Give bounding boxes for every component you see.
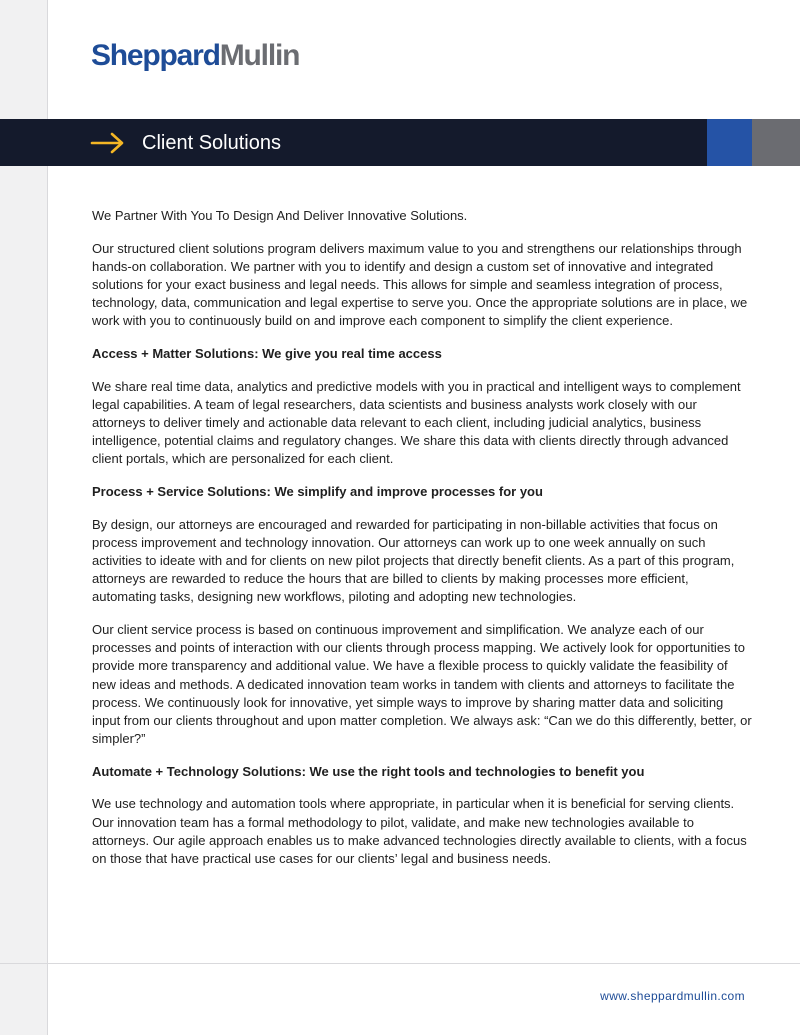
section-paragraph: We use technology and automation tools where appropriate, in particular when it is beneficial for serving clients. Our innovation team has a formal methodology to pilot, validate, and make new technologies available to attorneys. Our agile approach enables us to make advanced technologies directly available to clients, with a focus on those that have practical use cases for our clients’ legal and business needs. bbox=[92, 796, 747, 867]
section-paragraph: Our client service process is based on continuous improvement and simplification. We analyze each of our processes and points of interaction with our clients through process mapping. We actively look for opportunities to provide more transparency and additional value. We have a flexible process to quickly validate the feasibility of new ideas and methods. A dedicated innovation team works in tandem with clients and attorneys to facilitate the process. We continuously look for innovative, yet simple ways to improve by sharing matter data and soliciting input from our clients throughout and upon matter completion. We always ask: “Can we do this differently, better, or simpler?” bbox=[92, 622, 752, 747]
banner-blue-accent bbox=[707, 119, 752, 166]
document-body bbox=[92, 207, 752, 883]
section-heading-process-service: Process + Service Solutions: We simplify and improve processes for you bbox=[92, 484, 543, 499]
section-paragraph: By design, our attorneys are encouraged and rewarded for participating in non-billable activities that focus on process improvement and technology innovation. Our attorneys can work up to one week annually on such activities to ideate with and for clients on new pilot projects that directly benefit clients. As a part of this program, attorneys are rewarded to reduce the hours that are billed to clients by making processes more efficient, automating tasks, designing new workflows, piloting and adopting new technologies. bbox=[92, 516, 735, 605]
intro-heading: We Partner With You To Design And Deliver Innovative Solutions. bbox=[92, 208, 468, 223]
section-banner bbox=[0, 119, 800, 166]
banner-gray-accent bbox=[752, 119, 800, 166]
logo-part-mullin: Mullin bbox=[219, 39, 300, 72]
arrow-right-icon bbox=[90, 132, 126, 154]
footer-divider bbox=[0, 963, 800, 964]
intro-paragraph: Our structured client solutions program delivers maximum value to you and strengthens our relationships through hands-on collaboration. We partner with you to identify and design a custom set of innovative and integrated solutions for your exact business and legal needs. This allows for simple and seamless integration of process, technology, data, communication and legal expertise to serve you. Once the appropriate solutions are in place, we work with you to continuously build on and improve each component to simplify the client experience. bbox=[92, 240, 748, 329]
section-heading-automate-technology: Automate + Technology Solutions: We use the right tools and technologies to benefit you bbox=[92, 763, 645, 779]
sheppard-mullin-logo bbox=[91, 38, 299, 74]
logo-part-sheppard: Sheppard bbox=[91, 39, 220, 72]
section-paragraph: We share real time data, analytics and predictive models with you in practical and intelligent ways to complement legal capabilities. A team of legal researchers, data scientists and business analysts work closely with our attorneys to deliver timely and actionable data relevant to each client, including judicial analytics, business intelligence, potential claims and regulatory changes. We share this data with clients directly through advanced client portals, which are personalized for each client. bbox=[92, 378, 741, 467]
banner-title: Client Solutions bbox=[142, 132, 281, 154]
footer-website-link[interactable]: www.sheppardmullin.com bbox=[600, 989, 745, 1003]
section-heading-access-matter: Access + Matter Solutions: We give you real time access bbox=[92, 346, 442, 361]
